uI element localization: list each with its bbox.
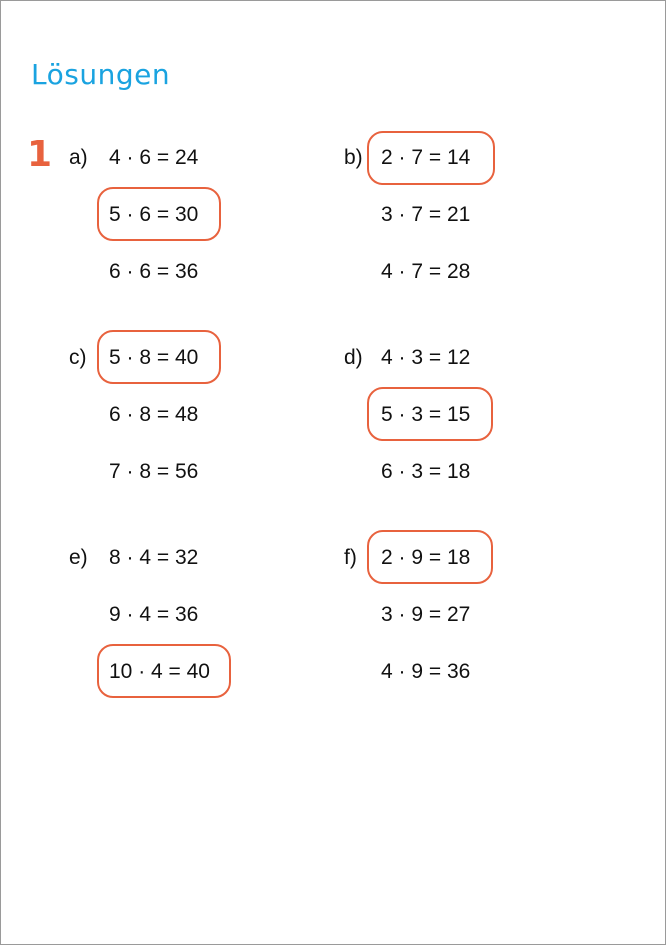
label-b: b): [344, 146, 363, 169]
label-e: e): [69, 546, 88, 569]
eq-a-1: 4 · 6 = 24: [109, 146, 199, 169]
eq-b-1: 2 · 7 = 14: [381, 146, 471, 169]
eq-b-2: 3 · 7 = 21: [381, 203, 471, 226]
eq-a-2: 5 · 6 = 30: [109, 203, 199, 226]
eq-e-3: 10 · 4 = 40: [109, 660, 210, 683]
eq-d-2: 5 · 3 = 15: [381, 403, 471, 426]
label-a: a): [69, 146, 88, 169]
eq-c-1: 5 · 8 = 40: [109, 346, 199, 369]
label-d: d): [344, 346, 363, 369]
eq-a-3: 6 · 6 = 36: [109, 260, 199, 283]
exercise-number: 1: [27, 134, 53, 175]
eq-e-2: 9 · 4 = 36: [109, 603, 199, 626]
page-title: Lösungen: [31, 58, 171, 91]
label-f: f): [344, 546, 357, 569]
eq-d-1: 4 · 3 = 12: [381, 346, 471, 369]
eq-f-3: 4 · 9 = 36: [381, 660, 471, 683]
eq-f-2: 3 · 9 = 27: [381, 603, 471, 626]
eq-c-3: 7 · 8 = 56: [109, 460, 199, 483]
eq-f-1: 2 · 9 = 18: [381, 546, 471, 569]
eq-b-3: 4 · 7 = 28: [381, 260, 471, 283]
label-c: c): [69, 346, 87, 369]
eq-c-2: 6 · 8 = 48: [109, 403, 199, 426]
eq-d-3: 6 · 3 = 18: [381, 460, 471, 483]
eq-e-1: 8 · 4 = 32: [109, 546, 199, 569]
